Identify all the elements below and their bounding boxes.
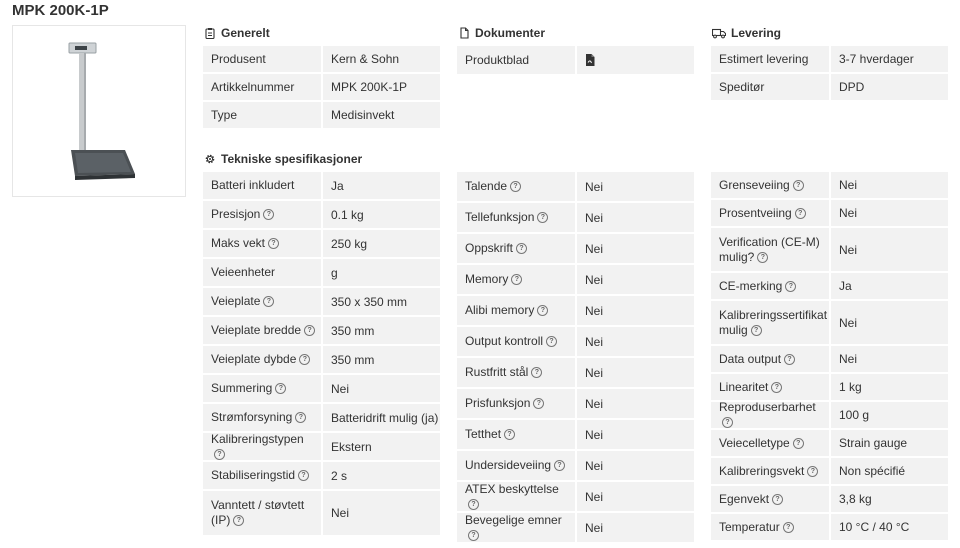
spec-value: Nei: [575, 327, 694, 356]
spec-label-text: Egenvekt: [719, 491, 770, 506]
section-dokumenter-title: Dokumenter: [475, 26, 546, 40]
help-icon[interactable]: ?: [533, 398, 544, 409]
spec-row: [711, 486, 948, 514]
spec-table-col1: [203, 172, 440, 537]
help-icon[interactable]: ?: [546, 336, 557, 347]
section-levering-heading: [712, 25, 781, 41]
spec-value: 3,8 kg: [829, 486, 948, 512]
help-icon[interactable]: ?: [554, 460, 565, 471]
section-levering-title: Levering: [731, 26, 782, 40]
spec-value: Medisinvekt: [321, 102, 440, 128]
spec-value: Nei: [575, 358, 694, 387]
spec-label-text: Maks vekt: [211, 236, 266, 250]
help-icon[interactable]: ?: [275, 383, 286, 394]
help-icon[interactable]: ?: [772, 494, 783, 505]
spec-row: [711, 46, 948, 74]
help-icon[interactable]: ?: [504, 429, 515, 440]
help-icon[interactable]: ?: [511, 274, 522, 285]
spec-row: [457, 513, 694, 544]
spec-label: [711, 464, 829, 479]
help-icon[interactable]: ?: [263, 209, 274, 220]
spec-row: [711, 172, 948, 200]
spec-label-text: Veieenheter: [211, 265, 276, 279]
dokumenter-table: [457, 46, 694, 76]
spec-label-text: Tellefunksjon: [465, 210, 535, 224]
spec-label: [203, 432, 321, 462]
spec-label: [711, 52, 829, 67]
spec-label: [457, 513, 575, 543]
spec-label-text: Strømforsyning: [211, 410, 293, 424]
document-icon: [458, 27, 470, 39]
spec-row: [457, 482, 694, 513]
spec-value: Kern & Sohn: [321, 46, 440, 72]
help-icon[interactable]: ?: [263, 296, 274, 307]
help-icon[interactable]: ?: [784, 354, 795, 365]
spec-value: 350 x 350 mm: [321, 288, 440, 315]
spec-label: [457, 396, 575, 411]
help-icon[interactable]: ?: [510, 181, 521, 192]
section-generelt-title: Generelt: [221, 26, 270, 40]
spec-label-text: Summering: [211, 381, 273, 395]
help-icon[interactable]: ?: [783, 522, 794, 533]
spec-value: Nei: [829, 301, 948, 344]
spec-label: [711, 308, 829, 338]
spec-value: Nei: [575, 389, 694, 418]
help-icon[interactable]: ?: [295, 412, 306, 423]
scale-illustration: [13, 26, 185, 196]
truck-icon: [712, 27, 726, 39]
spec-value: 250 kg: [321, 230, 440, 257]
section-dokumenter-heading: [458, 25, 545, 41]
spec-label-text: Presisjon: [211, 207, 261, 221]
spec-label-text: Grenseveiing: [719, 177, 790, 192]
spec-label: [457, 365, 575, 380]
spec-row: [457, 296, 694, 327]
spec-value: 10 °C / 40 °C: [829, 514, 948, 540]
help-icon[interactable]: ?: [785, 281, 796, 292]
spec-label-text: Talende: [465, 179, 508, 193]
spec-label: [711, 178, 829, 193]
spec-row: [711, 374, 948, 402]
help-icon[interactable]: ?: [537, 305, 548, 316]
spec-row: [203, 433, 440, 462]
spec-row: [203, 102, 440, 130]
spec-label-text: Temperatur: [719, 519, 780, 534]
spec-label: [203, 108, 321, 123]
spec-row: [203, 172, 440, 201]
spec-label-text: Kalibreringstypen: [211, 431, 304, 446]
spec-label: [457, 272, 575, 287]
spec-label: [457, 210, 575, 225]
spec-row: [457, 420, 694, 451]
spec-row: [711, 346, 948, 374]
spec-label-text: Veieplate dybde: [211, 352, 297, 366]
spec-table-col2: [457, 172, 694, 544]
spec-value: Ja: [829, 273, 948, 299]
spec-label-text: Undersideveiing: [465, 458, 552, 472]
spec-row: [711, 402, 948, 430]
document-label: Produktblad: [465, 52, 530, 67]
spec-value: MPK 200K-1P: [321, 74, 440, 100]
help-icon[interactable]: ?: [793, 180, 804, 191]
spec-label: [711, 206, 829, 221]
help-icon[interactable]: ?: [304, 325, 315, 336]
help-icon[interactable]: ?: [771, 382, 782, 393]
spec-label-text: Vanntett / støvtett (IP): [211, 498, 305, 527]
spec-row: [203, 230, 440, 259]
spec-row: [711, 228, 948, 273]
spec-label: [203, 80, 321, 95]
spec-value: Nei: [575, 513, 694, 542]
spec-value: Ja: [321, 172, 440, 199]
section-tekniske-title: Tekniske spesifikasjoner: [221, 152, 363, 166]
spec-value: Nei: [575, 172, 694, 201]
spec-label: [457, 179, 575, 194]
spec-label-text: Output kontroll: [465, 334, 544, 348]
spec-row: [711, 74, 948, 102]
spec-value: Nei: [829, 346, 948, 372]
spec-row: [203, 288, 440, 317]
spec-label-text: Alibi memory: [465, 303, 535, 317]
spec-value: 350 mm: [321, 317, 440, 344]
spec-value: Nei: [575, 420, 694, 449]
spec-value: Nei: [575, 234, 694, 263]
spec-label-text: Type: [211, 107, 238, 122]
spec-value: DPD: [829, 74, 948, 100]
spec-row: [457, 451, 694, 482]
spec-row: [457, 234, 694, 265]
product-image[interactable]: [12, 25, 186, 197]
spec-value: Nei: [575, 482, 694, 511]
pdf-file-icon[interactable]: [585, 54, 595, 66]
help-icon[interactable]: ?: [516, 243, 527, 254]
spec-label: [457, 427, 575, 442]
section-generelt-heading: [204, 25, 270, 41]
spec-row: [203, 317, 440, 346]
spec-row: [457, 172, 694, 203]
spec-row: [203, 346, 440, 375]
help-icon[interactable]: ?: [233, 515, 244, 526]
spec-row: [203, 259, 440, 288]
help-icon[interactable]: ?: [537, 212, 548, 223]
spec-label-text: Verification (CE-M) mulig?: [719, 234, 820, 264]
spec-label-text: Kalibreringsvekt: [719, 463, 805, 478]
spec-label: [203, 381, 321, 396]
spec-row: [457, 265, 694, 296]
spec-value: Nei: [575, 265, 694, 294]
spec-value: 1 kg: [829, 374, 948, 400]
spec-label: [203, 207, 321, 222]
spec-table-col3: [711, 172, 948, 542]
spec-value: 3-7 hverdager: [829, 46, 948, 72]
spec-value: Nei: [575, 451, 694, 480]
spec-row: [711, 301, 948, 346]
spec-label: [457, 303, 575, 318]
spec-label: [457, 458, 575, 473]
spec-label: [711, 279, 829, 294]
help-icon[interactable]: ?: [751, 325, 762, 336]
spec-value: 2 s: [321, 462, 440, 489]
spec-label-text: Batteri inkludert: [211, 178, 295, 192]
spec-label: [457, 241, 575, 256]
spec-label: [711, 520, 829, 535]
spec-label: [203, 498, 321, 528]
help-icon[interactable]: ?: [531, 367, 542, 378]
help-icon[interactable]: ?: [795, 208, 806, 219]
spec-value: Nei: [575, 203, 694, 232]
spec-label: [711, 436, 829, 451]
spec-value: Nei: [829, 228, 948, 271]
product-title: MPK 200K-1P: [12, 2, 109, 19]
section-tekniske-heading: [204, 151, 362, 167]
spec-label: [203, 294, 321, 309]
spec-value: 100 g: [829, 402, 948, 428]
document-download[interactable]: [575, 46, 694, 74]
spec-label-text: Veieplate bredde: [211, 323, 302, 337]
spec-row: [457, 358, 694, 389]
spec-label-text: Reproduserbarhet: [719, 400, 816, 414]
help-icon[interactable]: ?: [468, 530, 479, 541]
levering-table: [711, 46, 948, 102]
spec-row: [203, 375, 440, 404]
spec-value: 0.1 kg: [321, 201, 440, 228]
spec-label: [711, 400, 829, 430]
spec-row: [457, 389, 694, 420]
spec-label: [711, 80, 829, 95]
help-icon[interactable]: ?: [268, 238, 279, 249]
generelt-table: [203, 46, 440, 130]
spec-label: [457, 334, 575, 349]
spec-row: [711, 514, 948, 542]
spec-value: Non spécifié: [829, 458, 948, 484]
help-icon[interactable]: ?: [468, 499, 479, 510]
spec-label-text: Stabiliseringstid: [211, 468, 296, 482]
spec-label-text: Veiecelletype: [719, 435, 790, 450]
spec-label-text: CE-merking: [719, 278, 783, 293]
spec-label: [203, 352, 321, 367]
help-icon[interactable]: ?: [807, 466, 818, 477]
spec-label-text: Veieplate: [211, 294, 261, 308]
spec-value: Nei: [321, 375, 440, 402]
gear-icon: [204, 153, 216, 165]
spec-label-text: Rustfritt stål: [465, 365, 529, 379]
help-icon[interactable]: ?: [722, 417, 733, 428]
spec-label: [203, 323, 321, 338]
spec-label: [203, 236, 321, 251]
spec-label: [711, 352, 829, 367]
spec-label-text: Bevegelige emner: [465, 512, 562, 527]
spec-label-text: Artikkelnummer: [211, 79, 295, 94]
help-icon[interactable]: ?: [757, 252, 768, 263]
spec-label-text: Data output: [719, 351, 782, 366]
spec-label-text: Oppskrift: [465, 241, 514, 255]
spec-row: [203, 491, 440, 537]
spec-label-text: Linearitet: [719, 379, 769, 394]
spec-row: [203, 404, 440, 433]
spec-label: [203, 468, 321, 483]
spec-label: [203, 265, 321, 280]
spec-label-text: Prosentveiing: [719, 205, 792, 220]
spec-value: Ekstern: [321, 433, 440, 460]
document-row: [457, 46, 694, 76]
spec-value: g: [321, 259, 440, 286]
spec-value: Strain gauge: [829, 430, 948, 456]
spec-row: [203, 46, 440, 74]
spec-label: [203, 178, 321, 193]
spec-label-text: Speditør: [719, 79, 765, 94]
spec-row: [457, 327, 694, 358]
help-icon[interactable]: ?: [298, 470, 309, 481]
spec-row: [711, 430, 948, 458]
spec-label: [203, 410, 321, 425]
spec-row: [203, 74, 440, 102]
help-icon[interactable]: ?: [214, 449, 225, 460]
clipboard-icon: [204, 27, 216, 39]
spec-row: [203, 462, 440, 491]
spec-label: [203, 52, 321, 67]
spec-row: [711, 458, 948, 486]
spec-value: Nei: [575, 296, 694, 325]
spec-label-text: Kalibreringssertifikat mulig: [719, 307, 828, 337]
help-icon[interactable]: ?: [299, 354, 310, 365]
spec-label: [711, 492, 829, 507]
spec-value: 350 mm: [321, 346, 440, 373]
spec-label-text: ATEX beskyttelse: [465, 481, 559, 496]
spec-row: [711, 200, 948, 228]
spec-label-text: Estimert levering: [719, 51, 809, 66]
spec-row: [203, 201, 440, 230]
spec-label-text: Memory: [465, 272, 509, 286]
spec-label: [711, 235, 829, 265]
spec-value: Nei: [321, 491, 440, 535]
spec-label: [711, 380, 829, 395]
spec-row: [711, 273, 948, 301]
spec-label-text: Produsent: [211, 51, 266, 66]
spec-label-text: Prisfunksjon: [465, 396, 531, 410]
spec-row: [457, 203, 694, 234]
spec-value: Nei: [829, 200, 948, 226]
spec-label: [457, 482, 575, 512]
spec-label-text: Tetthet: [465, 427, 502, 441]
spec-value: Nei: [829, 172, 948, 198]
spec-value: Batteridrift mulig (ja): [321, 404, 440, 431]
help-icon[interactable]: ?: [793, 438, 804, 449]
